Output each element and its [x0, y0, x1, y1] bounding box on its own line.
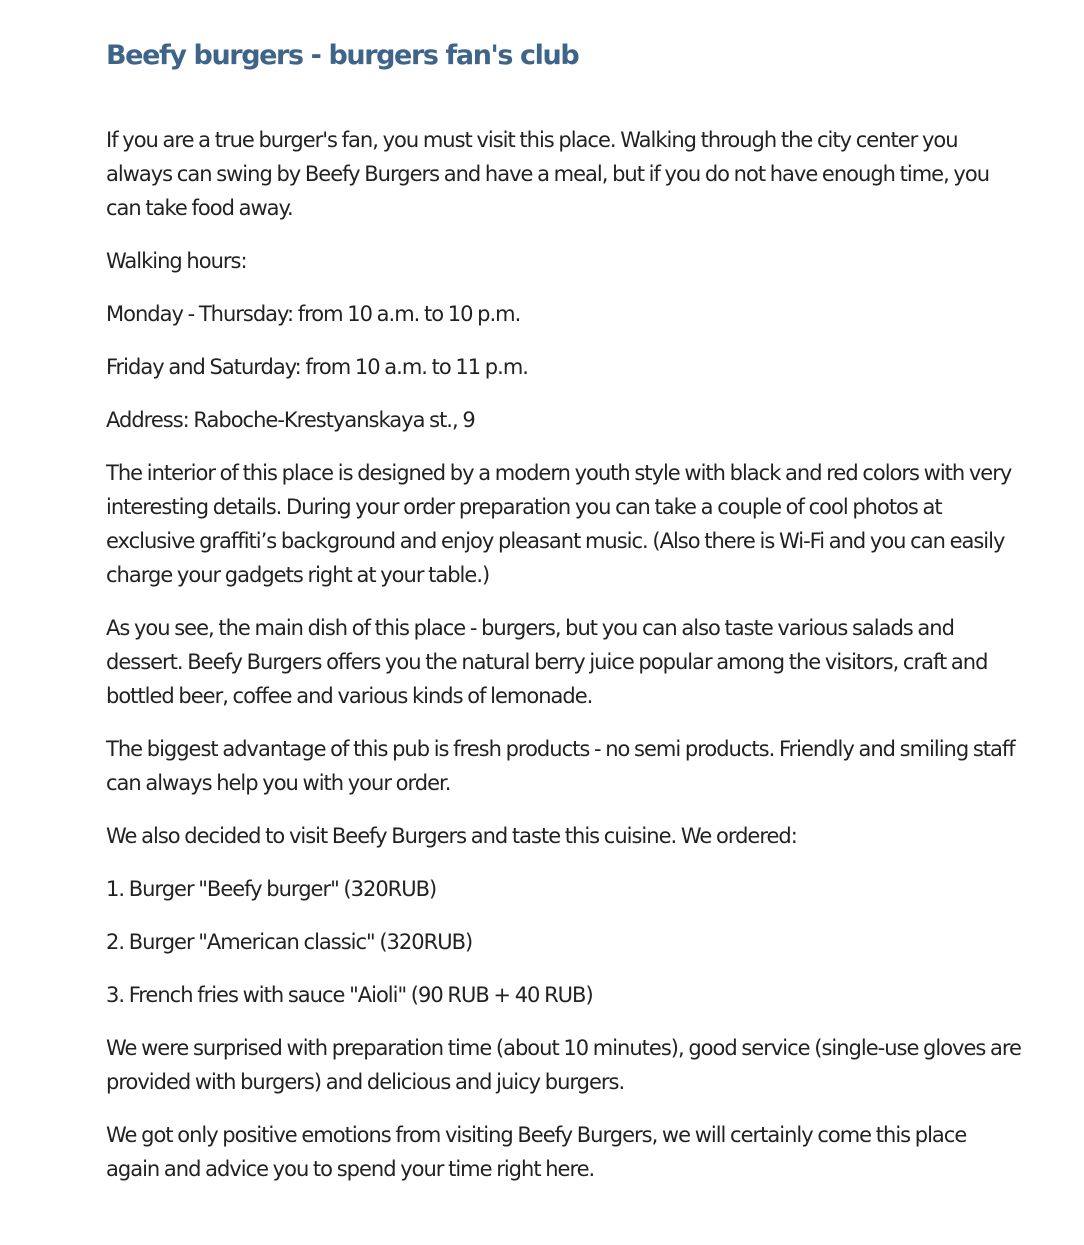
conclusion-paragraph: We got only positive emotions from visiting Beefy Burgers, we will certainly come this place again and advice you to spend your time right here.	[106, 1123, 967, 1181]
service-paragraph: We were surprised with preparation time (about 10 minutes), good service (single-use gloves are provided with burgers) and delicious and juicy burgers.	[106, 1036, 1021, 1094]
menu-paragraph: As you see, the main dish of this place - burgers, but you can also taste various salads and dessert. Beefy Burgers offers you the natural berry juice popular among the visitors, craft and bottled beer, coffee and various kinds of lemonade.	[106, 616, 988, 708]
article-title: Beefy burgers - burgers fan's club	[106, 40, 579, 71]
order-intro: We also decided to visit Beefy Burgers and taste this cuisine. We ordered:	[106, 824, 797, 848]
hours-weekend: Friday and Saturday: from 10 a.m. to 11 p.m.	[106, 355, 528, 379]
address: Address: Raboche-Krestyanskaya st., 9	[106, 408, 475, 432]
hours-weekdays: Monday - Thursday: from 10 a.m. to 10 p.m.	[106, 302, 521, 326]
hours-heading: Walking hours:	[106, 249, 247, 273]
order-item: 1. Burger "Beefy burger" (320RUB)	[106, 877, 437, 901]
intro-paragraph: If you are a true burger's fan, you must visit this place. Walking through the city center you always can swing by Beefy Burgers and have a meal, but if you do not have enough time, you can take food away.	[106, 128, 990, 220]
advantage-paragraph: The biggest advantage of this pub is fresh products - no semi products. Friendly and smiling staff can always help you with your order.	[106, 737, 1015, 795]
order-item: 2. Burger "American classic" (320RUB)	[106, 930, 473, 954]
order-item: 3. French fries with sauce "Aioli" (90 RUB + 40 RUB)	[106, 983, 593, 1007]
interior-paragraph: The interior of this place is designed by a modern youth style with black and red colors with very interesting details. During your order preparation you can take a couple of cool photos at exclusive graffiti’s background and enjoy pleasant music. (Also there is Wi-Fi and you can easily charge your gadgets right at your table.)	[106, 461, 1012, 587]
